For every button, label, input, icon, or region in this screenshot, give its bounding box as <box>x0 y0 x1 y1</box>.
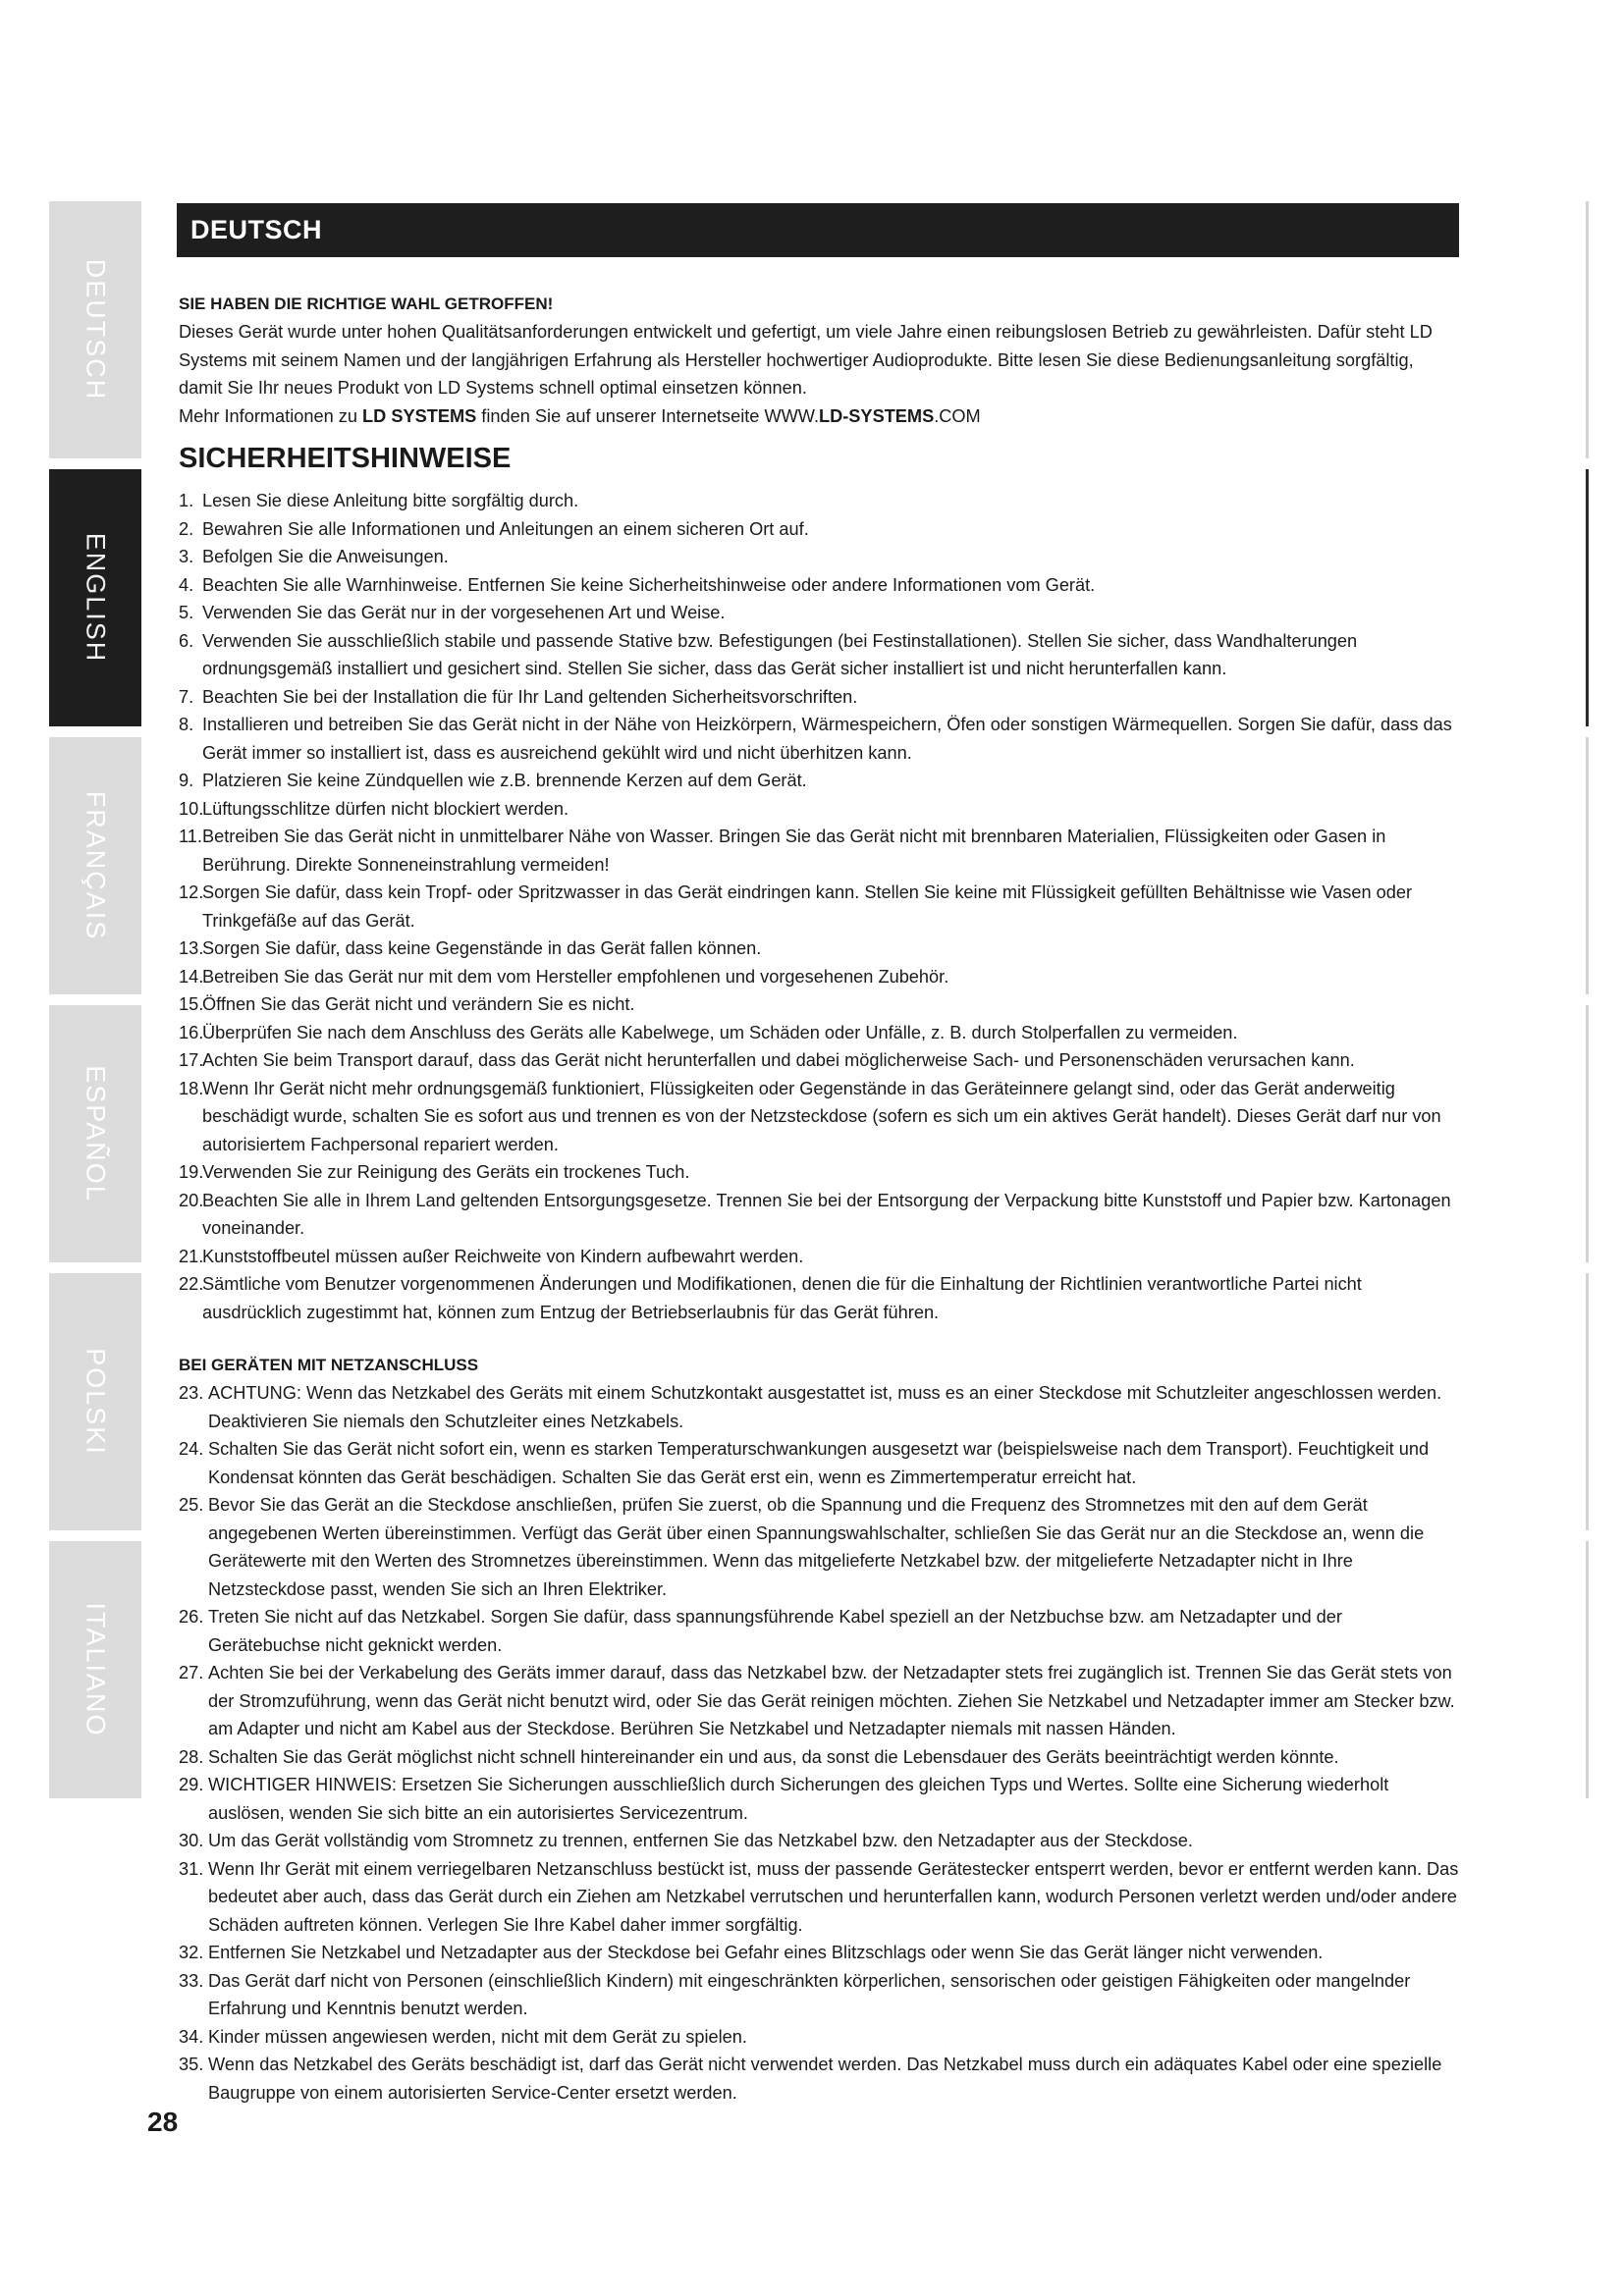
list-item-number: 16. <box>179 1022 204 1042</box>
list-item-text: Schalten Sie das Gerät möglichst nicht schnell hintereinander ein und aus, da sonst die Lebensdauer des Geräts beeinträchtigt werden könnte. <box>208 1746 1339 1767</box>
tab-espanol-label: ESPAÑOL <box>81 1065 111 1202</box>
list-item-number: 21. <box>179 1246 204 1266</box>
list-item <box>179 879 1459 934</box>
list-item-text: Öffnen Sie das Gerät nicht und verändern Sie es nicht. <box>202 994 635 1014</box>
website-link-bold[interactable]: LD-SYSTEMS <box>819 405 935 426</box>
list-item <box>179 1855 1459 1940</box>
list-item-text: Beachten Sie alle Warnhinweise. Entfernen Sie keine Sicherheitshinweise oder andere Informationen vom Gerät. <box>202 574 1096 595</box>
intro-body: Dieses Gerät wurde unter hohen Qualitätsanforderungen entwickelt und gefertigt, um viele Jahre einen reibungslosen Betrieb zu gewährleisten. Dafür steht LD Systems mit seinem Namen und der langjährigen Erfahrung als Hersteller hochwertiger Audioprodukte. Bitte lesen Sie diese Bedienungsanleitung sorgfältig, damit Sie Ihr neues Produkt von LD Systems schnell optimal einsetzen können. <box>179 322 1433 398</box>
list-item-text: Bewahren Sie alle Informationen und Anleitungen an einem sicheren Ort auf. <box>202 518 809 539</box>
list-item <box>179 1019 1459 1047</box>
list-item-text: Treten Sie nicht auf das Netzkabel. Sorgen Sie dafür, dass spannungsführende Kabel speziell an der Netzbuchse bzw. am Netzadapter und der Gerätebuchse nicht geknickt werden. <box>208 1607 1342 1655</box>
list-item-number: 18. <box>179 1078 204 1098</box>
list-item <box>179 1827 1459 1855</box>
tab-francais[interactable] <box>49 737 141 994</box>
list-item <box>179 1243 1459 1271</box>
list-item <box>179 1491 1459 1603</box>
edge-mark <box>1586 1005 1589 1262</box>
list-item-text: Platzieren Sie keine Zündquellen wie z.B. brennende Kerzen auf dem Gerät. <box>202 771 807 790</box>
list-item-text: Wenn das Netzkabel des Geräts beschädigt ist, darf das Gerät nicht verwendet werden. Das Netzkabel muss durch ein adäquates Kabel oder eine spezielle Baugruppe von einem autorisierten Service-Center ersetzt werden. <box>208 2055 1442 2103</box>
list-item-number: 3. <box>179 547 194 566</box>
mains-heading: BEI GERÄTEN MIT NETZANSCHLUSS <box>179 1356 479 1374</box>
tab-english[interactable] <box>49 469 141 726</box>
list-item-number: 6. <box>179 630 194 651</box>
list-item-number: 17. <box>179 1050 204 1070</box>
list-item-text: Verwenden Sie das Gerät nur in der vorgesehenen Art und Weise. <box>202 603 726 622</box>
list-item-number: 26. <box>179 1607 204 1627</box>
list-item-number: 25. <box>179 1495 204 1515</box>
tab-english-label: ENGLISH <box>81 532 111 664</box>
list-item <box>179 1435 1459 1491</box>
list-item <box>179 1270 1459 1326</box>
tab-deutsch[interactable] <box>49 201 141 458</box>
page-number: 28 <box>147 2107 179 2137</box>
list-item <box>179 1939 1459 1967</box>
list-item-text: ACHTUNG: Wenn das Netzkabel des Geräts mit einem Schutzkontakt ausgestattet ist, muss es an einer Steckdose mit Schutzleiter angeschlossen werden. Deaktivieren Sie niemals den Schutzleiter eines Netzkabels. <box>208 1383 1442 1431</box>
edge-mark <box>1586 1273 1589 1530</box>
list-item <box>179 2051 1459 2107</box>
list-item-text: Sämtliche vom Benutzer vorgenommenen Änderungen und Modifikationen, denen die für die Einhaltung der Richtlinien verantwortliche Partei nicht ausdrücklich zugestimmt hat, können zum Entzug der Betriebserlaubnis für das Gerät führen. <box>202 1274 1362 1322</box>
list-item-number: 32. <box>179 1943 204 1962</box>
list-item-number: 15. <box>179 994 204 1014</box>
list-item <box>179 571 1459 600</box>
list-item-text: Achten Sie beim Transport darauf, dass das Gerät nicht herunterfallen und dabei möglicherweise Sach- und Personenschäden verursachen kann. <box>202 1050 1355 1070</box>
list-item-number: 27. <box>179 1663 204 1682</box>
list-item-text: Betreiben Sie das Gerät nicht in unmittelbarer Nähe von Wasser. Bringen Sie das Gerät nicht mit brennbaren Materialien, Flüssigkeiten oder Gasen in Berührung. Direkte Sonneneinstrahlung vermeiden! <box>202 827 1386 875</box>
list-item-number: 1. <box>179 491 194 510</box>
list-item-text: Kinder müssen angewiesen werden, nicht mit dem Gerät zu spielen. <box>208 2026 747 2047</box>
list-item-number: 7. <box>179 686 194 707</box>
list-item-text: Um das Gerät vollständig vom Stromnetz zu trennen, entfernen Sie das Netzkabel bzw. den Netzadapter aus der Steckdose. <box>208 1831 1193 1850</box>
list-item-text: Verwenden Sie ausschließlich stabile und passende Stative bzw. Befestigungen (bei Festinstallationen). Stellen Sie sicher, dass Wandhalterungen ordnungsgemäß installiert und gesichert sind. Stellen Sie sicher, dass das Gerät sicher installiert ist und nicht herunterfallen kann. <box>202 630 1358 678</box>
list-item <box>179 1075 1459 1159</box>
list-item-number: 20. <box>179 1190 204 1210</box>
website-link-suffix[interactable]: .COM <box>934 405 981 426</box>
tab-deutsch-label: DEUTSCH <box>81 258 111 401</box>
edge-mark-active <box>1586 469 1589 726</box>
list-item-text: Beachten Sie alle in Ihrem Land geltenden Entsorgungsgesetze. Trennen Sie bei der Entsorgung der Verpackung bitte Kunststoff und Papier bzw. Kartonagen voneinander. <box>202 1190 1451 1238</box>
list-item-text: Überprüfen Sie nach dem Anschluss des Geräts alle Kabelwege, um Schäden oder Unfälle, z. B. durch Stolperfallen zu vermeiden. <box>202 1022 1238 1042</box>
list-item <box>179 627 1459 683</box>
list-item-number: 19. <box>179 1162 204 1182</box>
list-item <box>179 1158 1459 1187</box>
section-gap <box>179 1326 1459 1352</box>
list-item-number: 13. <box>179 938 204 958</box>
list-item-text: Schalten Sie das Gerät nicht sofort ein, wenn es starken Temperaturschwankungen ausgesetzt war (beispielsweise nach dem Transport). Feuchtigkeit und Kondensat könnten das Gerät beschädigen. Schalten Sie das Gerät erst ein, wenn es Zimmertemperatur erreicht hat. <box>208 1439 1430 1487</box>
list-item-text: Achten Sie bei der Verkabelung des Geräts immer darauf, dass das Netzkabel bzw. der Netzadapter stets frei zugänglich ist. Trennen Sie das Gerät stets von der Stromzuführung, wenn das Gerät nicht benutzt wird, oder Sie das Gerät reinigen möchten. Ziehen Sie Netzkabel und Netzadapter immer am Stecker bzw. am Adapter und nicht am Kabel aus der Steckdose. Berühren Sie Netzkabel und Netzadapter niemals mit nassen Händen. <box>208 1663 1455 1738</box>
list-item-text: Wenn Ihr Gerät mit einem verriegelbaren Netzanschluss bestückt ist, muss der passende Gerätestecker entsperrt werden, bevor er entfernt werden kann. Das bedeutet aber auch, dass das Gerät durch ein Ziehen am Netzkabel verrutschen und herunterfallen kann, wodurch Personen verletzt werden und/oder andere Schäden auftreten können. Verlegen Sie Ihre Kabel daher immer sorgfältig. <box>208 1858 1459 1935</box>
list-item-text: Lesen Sie diese Anleitung bitte sorgfältig durch. <box>202 491 579 510</box>
list-item <box>179 1743 1459 1772</box>
list-item-text: Betreiben Sie das Gerät nur mit dem vom Hersteller empfohlenen und vorgesehenen Zubehör. <box>202 966 949 987</box>
safety-list <box>179 487 1459 1326</box>
tab-polski-label: POLSKI <box>81 1348 111 1456</box>
list-item-number: 4. <box>179 574 194 595</box>
list-item-number: 28. <box>179 1746 204 1767</box>
list-item-text: Wenn Ihr Gerät nicht mehr ordnungsgemäß funktioniert, Flüssigkeiten oder Gegenstände in das Geräteinnere gelangt sind, oder das Gerät anderweitig beschädigt wurde, schalten Sie es sofort aus und trennen es von der Netzsteckdose (sofern es sich um ein aktives Gerät handelt). Dieses Gerät darf nur von autorisiertem Fachpersonal repariert werden. <box>202 1078 1441 1154</box>
list-item <box>179 711 1459 767</box>
list-item <box>179 963 1459 991</box>
list-item-number: 31. <box>179 1858 204 1879</box>
list-item-text: Verwenden Sie zur Reinigung des Geräts ein trockenes Tuch. <box>202 1162 690 1182</box>
list-item-text: Sorgen Sie dafür, dass keine Gegenstände in das Gerät fallen können. <box>202 938 762 958</box>
safety-heading: SICHERHEITSHINWEISE <box>179 443 512 474</box>
tab-italiano-label: ITALIANO <box>81 1602 111 1737</box>
list-item <box>179 487 1459 515</box>
tab-francais-label: FRANÇAIS <box>81 790 111 941</box>
list-item-text: Entfernen Sie Netzkabel und Netzadapter aus der Steckdose bei Gefahr eines Blitzschlags oder wenn Sie das Gerät länger nicht verwenden. <box>208 1943 1324 1962</box>
list-item-text: Installieren und betreiben Sie das Gerät nicht in der Nähe von Heizkörpern, Wärmespeichern, Öfen oder sonstigen Wärmequellen. Sorgen Sie dafür, dass das Gerät immer so installiert ist, dass es ausreichend gekühlt wird und nicht überhitzen kann. <box>202 715 1452 763</box>
list-item-text: Bevor Sie das Gerät an die Steckdose anschließen, prüfen Sie zuerst, ob die Spannung und die Frequenz des Stromnetzes mit den auf dem Gerät angegebenen Werten übereinstimmen. Verfügt das Gerät über einen Spannungswahlschalter, schließen Sie das Gerät nur an die Steckdose an, wenn die Gerätewerte mit den Werten des Stromnetzes übereinstimmen. Wenn das mitgelieferte Netzkabel bzw. der mitgelieferte Netzadapter nicht in Ihre Netzsteckdose passt, wenden Sie sich an Ihren Elektriker. <box>208 1495 1425 1599</box>
list-item-number: 5. <box>179 603 194 622</box>
list-item <box>179 1771 1459 1827</box>
list-item-text: Kunststoffbeutel müssen außer Reichweite von Kindern aufbewahrt werden. <box>202 1246 804 1266</box>
list-item <box>179 795 1459 824</box>
list-item-number: 12. <box>179 882 204 902</box>
list-item <box>179 515 1459 544</box>
list-item <box>179 1379 1459 1435</box>
list-item <box>179 683 1459 712</box>
list-item-text: Das Gerät darf nicht von Personen (einschließlich Kindern) mit eingeschränkten körperlichen, sensorischen oder geistigen Fähigkeiten oder mangelnder Erfahrung und Kenntnis benutzt werden. <box>208 1970 1411 2018</box>
list-item-text: Sorgen Sie dafür, dass kein Tropf- oder Spritzwasser in das Gerät eindringen kann. Stellen Sie keine mit Flüssigkeit gefüllten Behältnisse wie Vasen oder Trinkgefäße auf das Gerät. <box>202 882 1413 931</box>
list-item <box>179 823 1459 879</box>
main-content <box>179 291 1459 2107</box>
mains-list <box>179 1379 1459 2107</box>
list-item-number: 30. <box>179 1831 204 1850</box>
tab-italiano[interactable] <box>49 1541 141 1798</box>
list-item-number: 33. <box>179 1970 204 1991</box>
list-item-number: 22. <box>179 1274 204 1294</box>
list-item <box>179 1187 1459 1243</box>
more-info-mid: finden Sie auf unserer Internetseite WWW. <box>476 405 819 426</box>
list-item-number: 14. <box>179 966 204 987</box>
list-item-text: Beachten Sie bei der Installation die für Ihr Land geltenden Sicherheitsvorschriften. <box>202 686 858 707</box>
list-item-number: 34. <box>179 2026 204 2047</box>
list-item <box>179 1967 1459 2023</box>
list-item <box>179 1659 1459 1743</box>
list-item <box>179 2023 1459 2052</box>
list-item-number: 2. <box>179 518 194 539</box>
more-info-prefix: Mehr Informationen zu <box>179 405 363 426</box>
edge-mark <box>1586 737 1589 994</box>
list-item-number: 10. <box>179 798 204 819</box>
list-item-text: Befolgen Sie die Anweisungen. <box>202 547 449 566</box>
list-item-number: 9. <box>179 771 194 790</box>
list-item <box>179 543 1459 571</box>
section-title: DEUTSCH <box>190 215 323 244</box>
list-item <box>179 934 1459 963</box>
tab-espanol[interactable] <box>49 1005 141 1262</box>
more-info-line <box>179 402 1459 431</box>
intro-heading: SIE HABEN DIE RICHTIGE WAHL GETROFFEN! <box>179 294 554 313</box>
edge-mark <box>1586 1541 1589 1798</box>
list-item-number: 11. <box>179 827 202 846</box>
list-item-number: 29. <box>179 1775 204 1794</box>
list-item-number: 8. <box>179 715 194 734</box>
list-item <box>179 990 1459 1019</box>
list-item <box>179 599 1459 627</box>
edge-mark <box>1586 201 1589 458</box>
list-item-text: Lüftungsschlitze dürfen nicht blockiert werden. <box>202 798 569 819</box>
brand-name: LD SYSTEMS <box>362 405 477 426</box>
list-item-text: WICHTIGER HINWEIS: Ersetzen Sie Sicherungen ausschließlich durch Sicherungen des gleichen Typs und Wertes. Sollte eine Sicherung wiederholt auslösen, wenden Sie sich bitte an ein autorisiertes Servicezentrum. <box>208 1775 1389 1823</box>
list-item-number: 35. <box>179 2055 204 2074</box>
list-item-number: 24. <box>179 1439 204 1459</box>
section-title-bar <box>177 203 1459 257</box>
list-item-number: 23. <box>179 1383 204 1403</box>
list-item <box>179 1046 1459 1075</box>
list-item <box>179 1603 1459 1659</box>
tab-polski[interactable] <box>49 1273 141 1530</box>
list-item <box>179 767 1459 795</box>
